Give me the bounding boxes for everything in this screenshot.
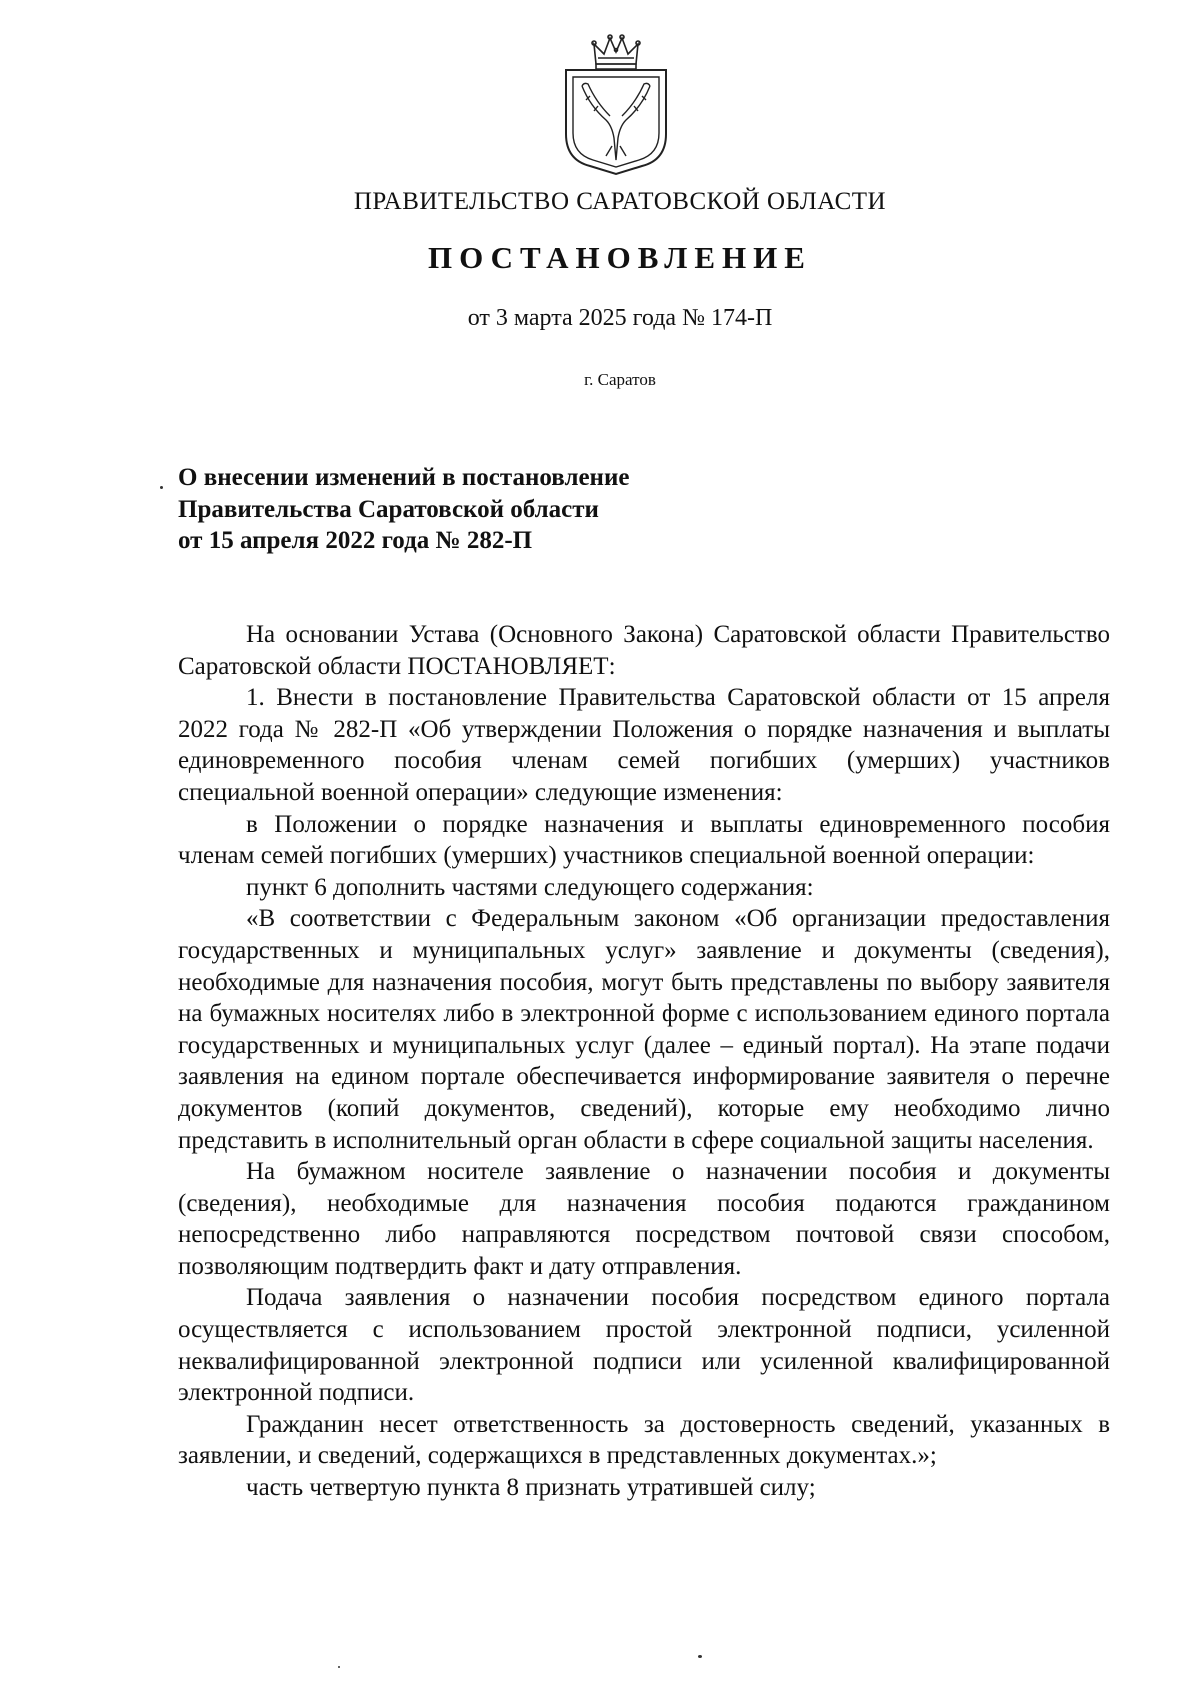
- body-paragraph: 1. Внести в постановление Правительства Саратовской области от 15 апреля 2022 года № 282-П «Об утверждении Положения о порядке назначения и выплаты единовременного пособия членам семей погибших (умерших) участников специальной военной операции» следующие изменения:: [178, 684, 1110, 806]
- body-paragraph: часть четвертую пункта 8 признать утратившей силу;: [246, 1474, 816, 1502]
- document-subject: [178, 462, 778, 557]
- scan-speck: [698, 1655, 702, 1658]
- body-paragraph: в Положении о порядке назначения и выплаты единовременного пособия членам семей погибших (умерших) участников специальной военной операции:: [178, 810, 1110, 870]
- body-paragraph: Подача заявления о назначении пособия посредством единого портала осуществляется с использованием простой электронной подписи, усиленной неквалифицированной электронной подписи или усиленной квалифицированной электронной подписи.: [178, 1284, 1110, 1407]
- document-body: [178, 619, 1110, 1504]
- scan-speck: [338, 1666, 340, 1668]
- body-paragraph: На бумажном носителе заявление о назначении пособия и документы (сведения), необходимые для назначения пособия подаются гражданином непосредственно либо направляются посредством почтовой связи способом, позволяющим подтвердить факт и дату отправления.: [178, 1158, 1110, 1280]
- document-date-number: от 3 марта 2025 года № 174-П: [467, 305, 773, 331]
- document-city: г. Саратов: [584, 370, 656, 389]
- issuing-authority: ПРАВИТЕЛЬСТВО САРАТОВСКОЙ ОБЛАСТИ: [353, 188, 887, 215]
- subject-line: Правительства Саратовской области: [178, 495, 599, 523]
- subject-line: от 15 апреля 2022 года № 282-П: [178, 527, 533, 554]
- saratov-coat-of-arms-icon: [560, 34, 672, 176]
- body-paragraph: На основании Устава (Основного Закона) Саратовской области Правительство Саратовской области ПОСТАНОВЛЯЕТ:: [178, 621, 1110, 680]
- body-paragraph: Гражданин несет ответственность за достоверность сведений, указанных в заявлении, и сведений, содержащихся в представленных документах.»;: [178, 1410, 1110, 1470]
- body-paragraph: пункт 6 дополнить частями следующего содержания:: [246, 873, 814, 901]
- scan-speck: [160, 486, 163, 489]
- document-type-title: ПОСТАНОВЛЕНИЕ: [428, 240, 812, 275]
- subject-line: О внесении изменений в постановление: [178, 464, 630, 491]
- body-paragraph: «В соответствии с Федеральным законом «Об организации предоставления государственных и муниципальных услуг» заявление и документы (сведения), необходимые для назначения пособия, могут быть представлены по выбору заявителя на бумажных носителях либо в электронной форме с использованием единого портала государственных и муниципальных услуг (далее – единый портал). На этапе подачи заявления на едином портале обеспечивается информирование заявителя о перечне документов (копий документов, сведений), которые ему необходимо лично представить в исполнительный орган области в сфере социальной защиты населения.: [178, 905, 1110, 1154]
